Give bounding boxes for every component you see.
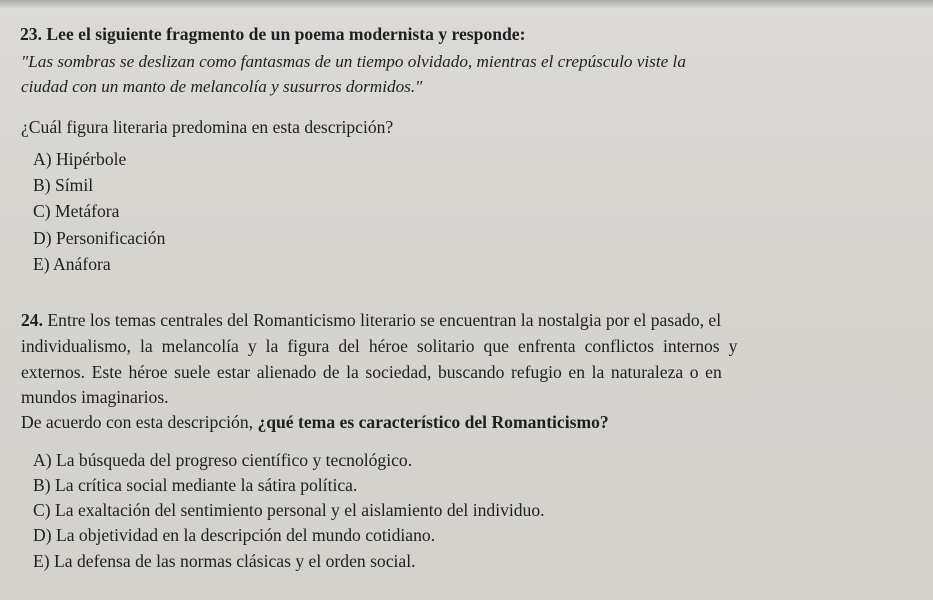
- q24-paragraph-line-4: mundos imaginarios.: [21, 387, 169, 407]
- q24-question-prefix: De acuerdo con esta descripción,: [21, 412, 258, 432]
- q23-number: 23.: [20, 24, 42, 44]
- top-edge-shadow: [0, 0, 933, 8]
- q23-quote-line-2: ciudad con un manto de melancolía y susurros dormidos.": [21, 77, 423, 96]
- q24-question-bold: ¿qué tema es característico del Romanticismo?: [257, 412, 609, 432]
- q23-option-c[interactable]: C) Metáfora: [33, 201, 120, 221]
- q24-number: 24.: [21, 310, 43, 330]
- q24-question: [21, 411, 609, 433]
- q23-option-e[interactable]: E) Anáfora: [33, 254, 111, 274]
- q23-quote-line-1: "Las sombras se deslizan como fantasmas de un tiempo olvidado, mientras el crepúsculo viste la: [21, 52, 686, 71]
- q24-paragraph-line-3: externos. Este héroe suele estar alienado de la sociedad, buscando refugio en la naturaleza o en: [21, 362, 722, 382]
- q23-heading: [20, 23, 525, 45]
- q24-option-d[interactable]: D) La objetividad en la descripción del mundo cotidiano.: [33, 525, 436, 545]
- q24-option-a[interactable]: A) La búsqueda del progreso científico y tecnológico.: [33, 450, 413, 470]
- q24-paragraph-line-1: [21, 309, 721, 331]
- q23-option-d[interactable]: D) Personificación: [33, 228, 166, 248]
- q23-question: ¿Cuál figura literaria predomina en esta descripción?: [21, 117, 394, 137]
- q23-option-b[interactable]: B) Símil: [33, 175, 94, 195]
- q24-option-e[interactable]: E) La defensa de las normas clásicas y el orden social.: [33, 551, 416, 571]
- q23-option-a[interactable]: A) Hipérbole: [33, 149, 127, 169]
- q24-option-b[interactable]: B) La crítica social mediante la sátira política.: [33, 475, 358, 495]
- q24-option-c[interactable]: C) La exaltación del sentimiento personal y el aislamiento del individuo.: [33, 500, 545, 520]
- q24-paragraph-text-1: Entre los temas centrales del Romanticismo literario se encuentran la nostalgia por el pasado, el: [47, 310, 722, 330]
- q24-paragraph-line-2: individualismo, la melancolía y la figura del héroe solitario que enfrenta conflictos internos y: [21, 336, 738, 356]
- q23-title: Lee el siguiente fragmento de un poema modernista y responde:: [46, 24, 526, 44]
